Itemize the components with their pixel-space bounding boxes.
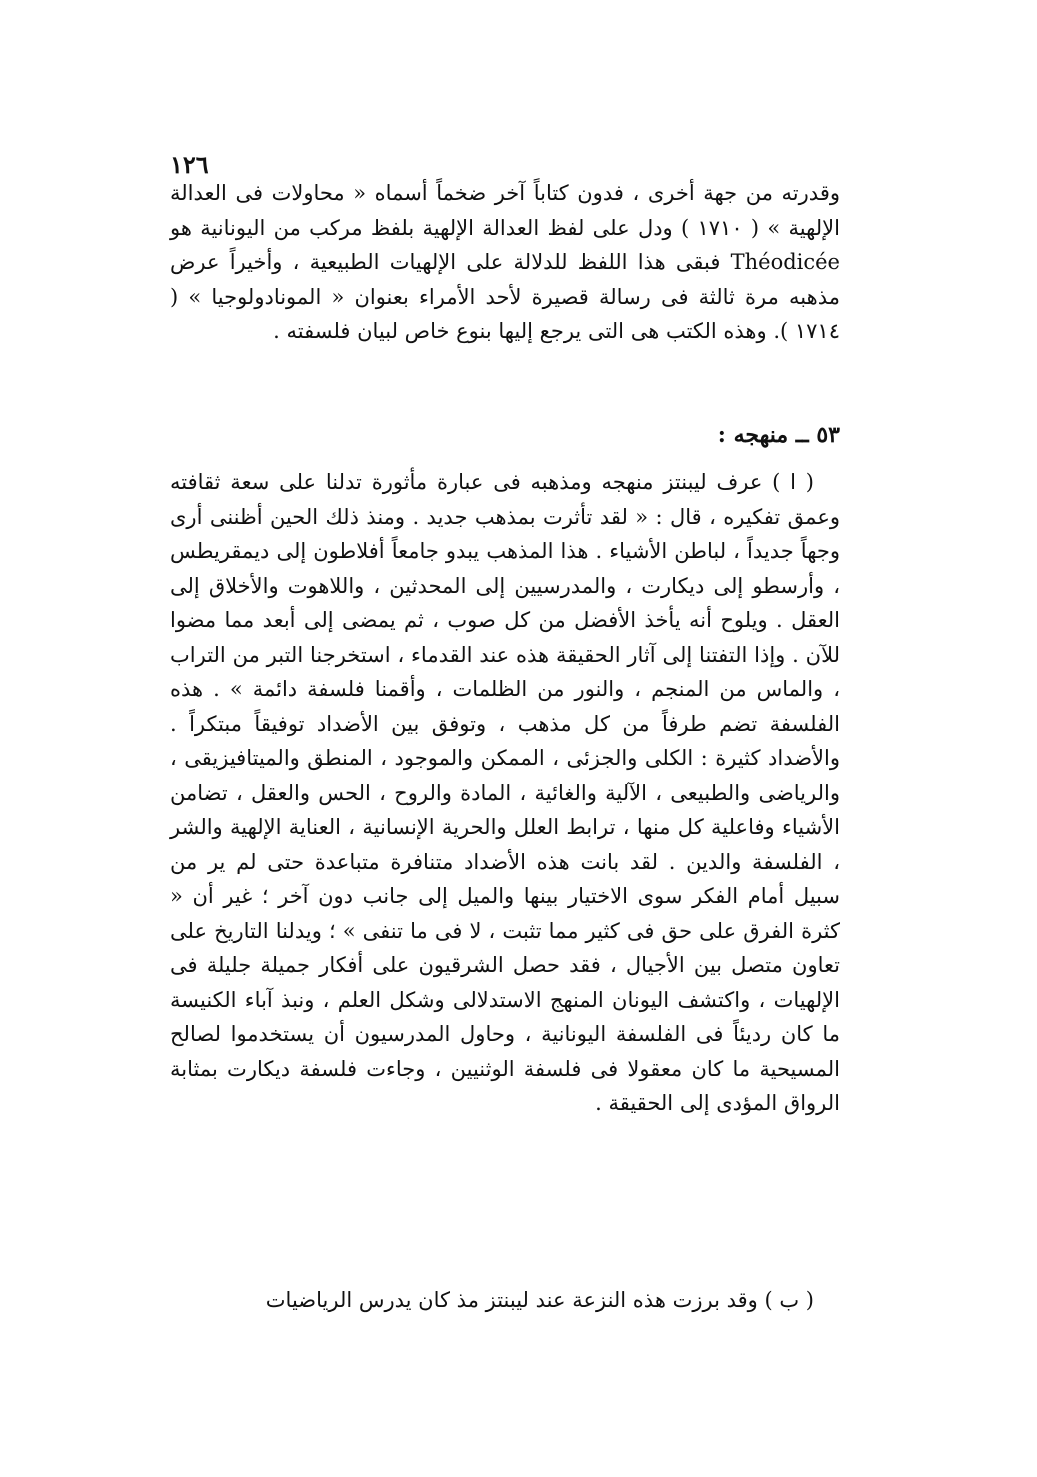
intro-paragraph: وقدرته من جهة أخرى ، فدون كتاباً آخر ضخماً أسماه « محاولات فى العدالة الإلهية » ( ١٧١٠ ) ودل على لفظ العدالة الإلهية بلفظ مركب من اليونانية هو Théodicée فبقى هذا اللفظ للدلالة على الإلهيات الطبيعية ، وأخيراً عرض مذهبه مرة ثالثة فى رسالة قصيرة لأحد الأمراء بعنوان « المونادولوجيا » ( ١٧١٤ ). وهذه الكتب هى التى يرجع إليها بنوع خاص لبيان فلسفته . <box>170 181 840 343</box>
paragraph-b: ( ب ) وقد برزت هذه النزعة عند ليبنتز مذ كان يدرس الرياضيات <box>265 1288 814 1312</box>
section-heading: ٥٣ ــ منهجه : <box>717 422 840 448</box>
page-number: ١٢٦ <box>170 150 209 179</box>
paragraph-a: ( ا ) عرف ليبنتز منهجه ومذهبه فى عبارة مأثورة تدلنا على سعة ثقافته وعمق تفكيره ، قال : « لقد تأثرت بمذهب جديد . ومنذ ذلك الحين أظننى أرى وجهاً جديداً ، لباطن الأشياء . هذا المذهب يبدو جامعاً أفلاطون إلى ديمقريطس ، وأرسطو إلى ديكارت ، والمدرسيين إلى المحدثين ، واللاهوت والأخلاق إلى العقل . ويلوح أنه يأخذ الأفضل من كل صوب ، ثم يمضى إلى أبعد مما مضوا للآن . وإذا التفتنا إلى آثار الحقيقة هذه عند القدماء ، استخرجنا التبر من التراب ، والماس من المنجم ، والنور من الظلمات ، وأقمنا فلسفة دائمة » . هذه الفلسفة تضم طرفاً من كل مذهب ، وتوفق بين الأضداد توفيقاً مبتكراً . والأضداد كثيرة : الكلى والجزئى ، الممكن والموجود ، المنطق والميتافيزيقى ، والرياضى والطبيعى ، الآلية والغائية ، المادة والروح ، الحس والعقل ، تضامن الأشياء وفاعلية كل منها ، ترابط العلل والحرية الإنسانية ، العناية الإلهية والشر ، الفلسفة والدين . لقد بانت هذه الأضداد متنافرة متباعدة حتى لم ير من سبيل أمام الفكر سوى الاختيار بينها والميل إلى جانب دون آخر ؛ غير أن « كثرة الفرق على حق فى كثير مما تثبت ، لا فى ما تنفى » ؛ ويدلنا التاريخ على تعاون متصل بين الأجيال ، فقد حصل الشرقيون على أفكار جميلة جليلة فى الإلهيات ، واكتشف اليونان المنهج الاستدلالى وشكل العلم ، ونبذ آباء الكنيسة ما كان رديئاً فى الفلسفة اليونانية ، وحاول المدرسيون أن يستخدموا لصالح المسيحية ما كان معقولا فى فلسفة الوثنيين ، وجاءت فلسفة ديكارت بمثابة الرواق المؤدى إلى الحقيقة . <box>170 470 840 1115</box>
